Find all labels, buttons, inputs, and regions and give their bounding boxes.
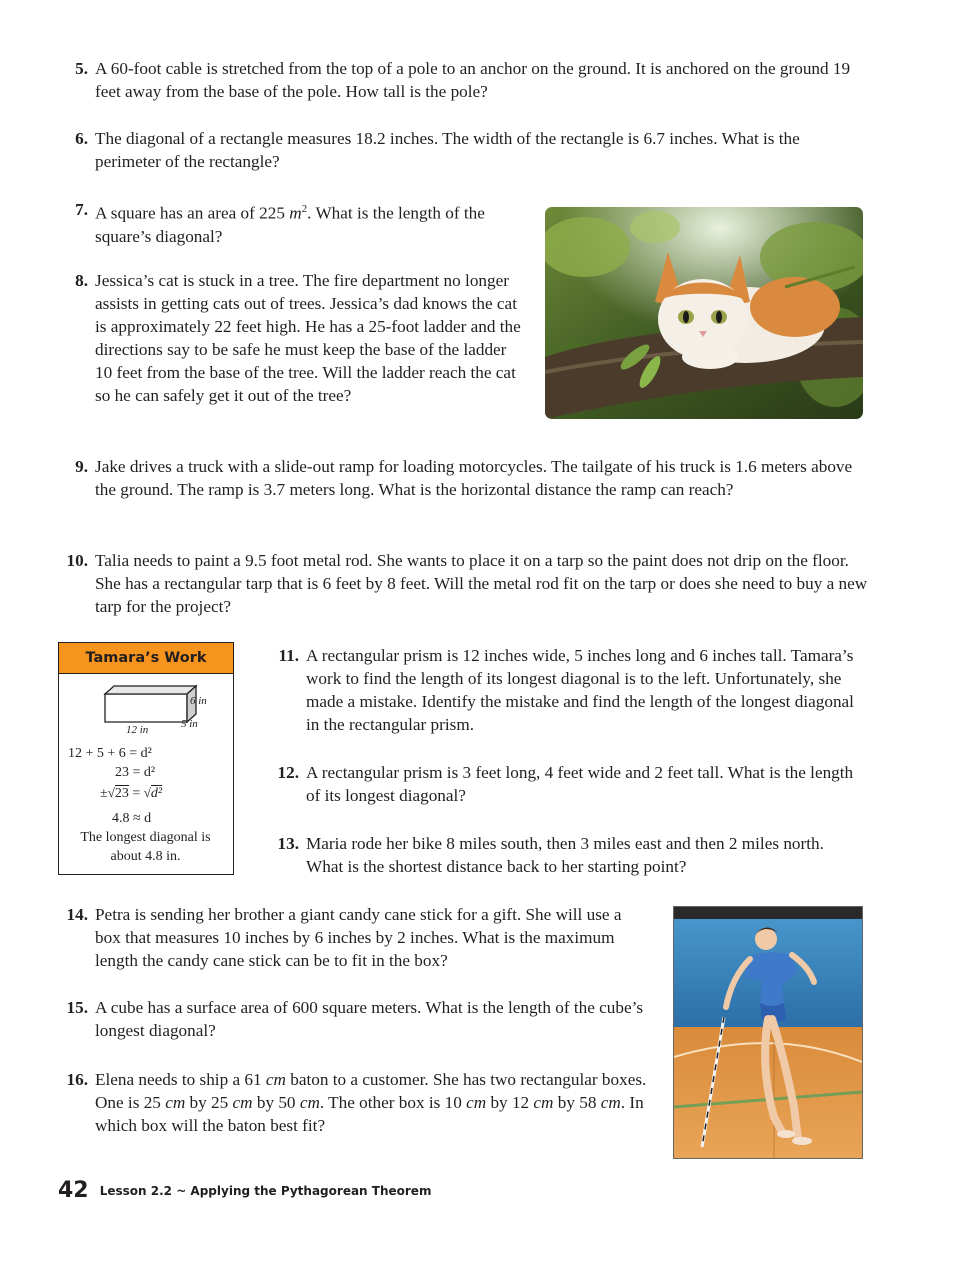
question-number: 15. (66, 998, 88, 1017)
tamaras-work-title: Tamara’s Work (59, 643, 233, 674)
question-text: Talia needs to paint a 9.5 foot metal rod. She wants to place it on a tarp so the paint does not drip on the floor. She has a rectangular tarp that is 6 feet by 8 feet. Will the metal rod fit on the tarp or does she need to buy a new tarp for the project? (95, 551, 868, 616)
question-number: 10. (66, 551, 88, 570)
work-line-3: ±√23 = √d² (100, 785, 163, 801)
question-number: 8. (75, 271, 88, 290)
question-number: 5. (75, 59, 88, 78)
work-line-4: 4.8 ≈ d (112, 811, 152, 826)
question-text: A cube has a surface area of 600 square meters. What is the length of the cube’s longest diagonal? (95, 998, 644, 1040)
question-text: A rectangular prism is 12 inches wide, 5 inches long and 6 inches tall. Tamara’s work to find the length of its longest diagonal is to the left. Unfortunately, she made a mistake. Identify the mistake and find the length of the longest diagonal in the rectangular prism. (306, 646, 854, 734)
question-text: A rectangular prism is 3 feet long, 4 feet wide and 2 feet tall. What is the length of its longest diagonal? (306, 763, 854, 805)
gymnast-illustration (674, 907, 862, 1158)
work-line-2: 23 = d² (115, 765, 156, 780)
question-text: The diagonal of a rectangle measures 18.2 inches. The width of the rectangle is 6.7 inches. What is the perimeter of the rectangle? (95, 129, 800, 171)
question-text: A square has an area of 225 $m^2$. What is the length of the square’s diagonal? (95, 203, 485, 246)
question-number: 16. (66, 1070, 88, 1089)
cat-illustration (545, 207, 863, 419)
question-number: 9. (75, 457, 88, 476)
question-number: 14. (66, 905, 88, 924)
question-text: Petra is sending her brother a giant candy cane stick for a gift. She will use a box that measures 10 inches by 6 inches by 2 inches. What is the maximum length the candy cane stick can be to fit in the box? (95, 905, 622, 970)
question-number: 7. (75, 200, 88, 219)
question-text: Elena needs to ship a 61 cm baton to a customer. She has two rectangular boxes. One is 25 cm by 25 cm by 50 cm. The other box is 10 cm by 12 cm by 58 cm. In which box will the baton best fit? (95, 1070, 647, 1135)
work-conclusion: The longest diagonal is (80, 830, 211, 845)
question-text: A 60-foot cable is stretched from the top of a pole to an anchor on the ground. It is anchored on the ground 19 feet away from the base of the pole. How tall is the pole? (95, 59, 851, 101)
dim-length-label: 5 in (181, 718, 198, 730)
question-number: 13. (277, 834, 299, 853)
dim-width-label: 12 in (126, 724, 149, 736)
page-number: 42 (58, 1178, 89, 1203)
work-line-1: 12 + 5 + 6 = d² (68, 746, 152, 761)
baton-twirler-photo (673, 906, 863, 1159)
question-number: 11. (278, 646, 299, 665)
question-text: Jake drives a truck with a slide-out ramp for loading motorcycles. The tailgate of his truck is 1.6 meters above the ground. The ramp is 3.7 meters long. What is the horizontal distance the ramp can reach? (95, 457, 853, 499)
question-text: Jessica’s cat is stuck in a tree. The fire department no longer assists in getting cats out of trees. Jessica’s dad knows the cat is approximately 22 feet high. He has a 25-foot ladder and the directions say to be safe he must keep the base of the ladder 10 feet from the base of the tree. Will the ladder reach the cat so he can safely get it out of the tree? (95, 271, 521, 405)
page-footer (58, 1178, 431, 1203)
question-number: 6. (75, 129, 88, 148)
cat-in-tree-photo (545, 207, 863, 419)
lesson-title: Lesson 2.2 ~ Applying the Pythagorean Theorem (99, 1183, 432, 1198)
dim-height-label: 6 in (190, 695, 207, 707)
tamaras-work-box (58, 642, 234, 875)
question-text: Maria rode her bike 8 miles south, then 3 miles east and then 2 miles north. What is the shortest distance back to her starting point? (306, 834, 824, 876)
work-conclusion-2: about 4.8 in. (110, 849, 181, 864)
question-number: 12. (277, 763, 299, 782)
